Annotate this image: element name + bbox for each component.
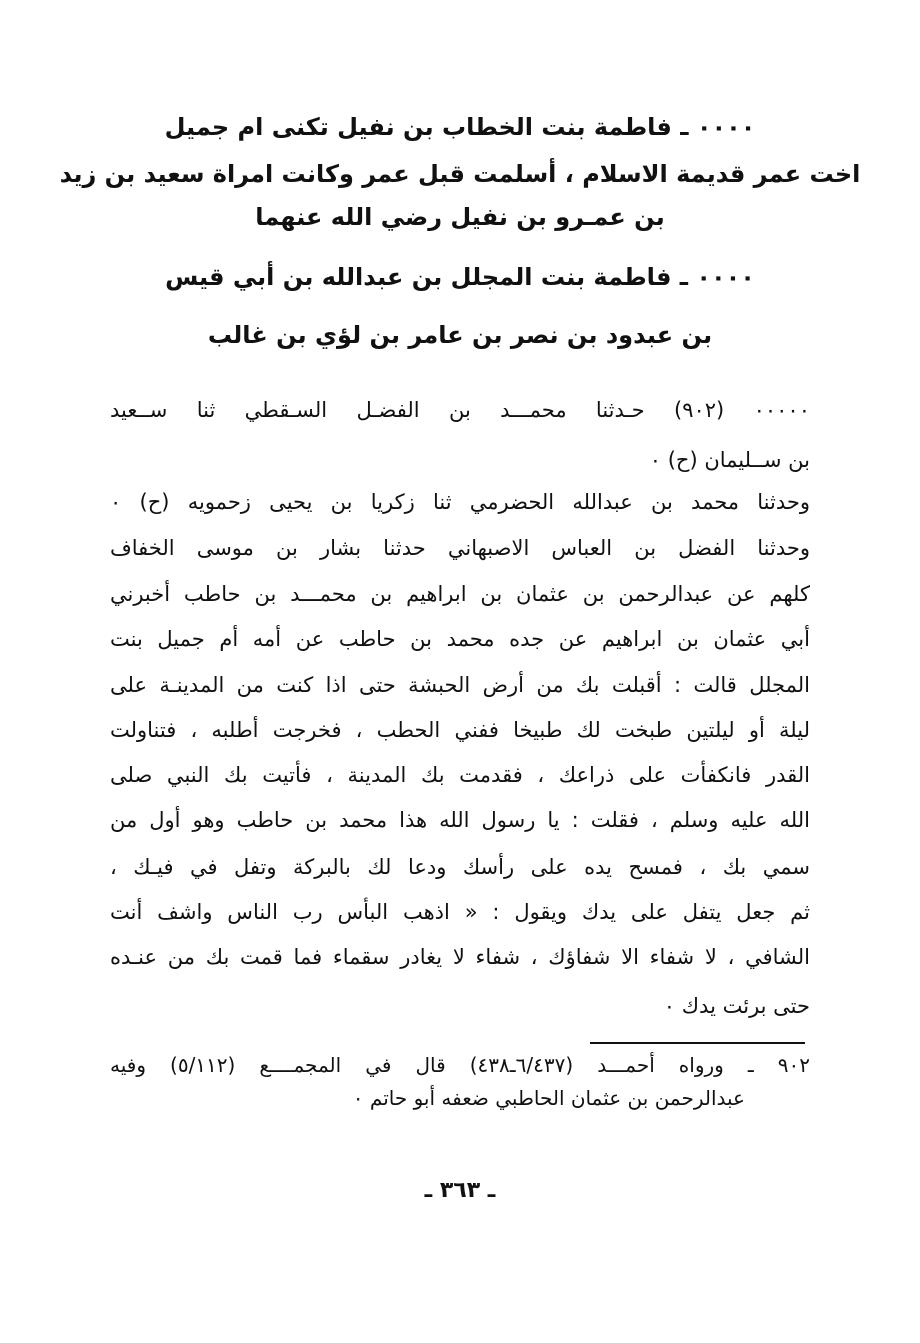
heading-entry-2: ٠٠٠٠ ـ فاطمة بنت المجلل بن عبدالله بن أبي قيس — [165, 263, 755, 291]
heading-entry-1-line-3: بن عمـرو بن نفيل رضي الله عنهما — [255, 203, 665, 231]
body-line: الشافي ، لا شفاء الا شفاؤك ، شفاء لا يغادر سقماء فما قمت بك من عنـده — [110, 945, 810, 969]
page-number: ـ ٣٦٣ ـ — [424, 1178, 496, 1203]
body-line: المجلل قالت : أقبلت بك من أرض الحبشة حتى اذا كنت من المدينـة على — [110, 673, 810, 697]
body-line: بن ســليمان (ح) ٠ — [649, 448, 810, 472]
footnote-line: ٩٠٢ ـ ورواه أحمـــد (٦/٤٣٧ـ٤٣٨) قال في المجمــــع (٥/١١٢) وفيه — [110, 1053, 810, 1077]
body-line: سمي بك ، فمسح يده على رأسك ودعا لك بالبركة وتفل في فيـك ، — [110, 855, 810, 879]
body-line: ٠٠٠٠٠ (٩٠٢) حـدثنا محمـــد بن الفضـل السـقطي ثنا ســعيد — [110, 398, 810, 422]
body-line: الله عليه وسلم ، فقلت : يا رسول الله هذا محمد بن حاطب وهو أول من — [110, 808, 810, 832]
body-line: كلهم عن عبدالرحمن بن عثمان بن ابراهيم بن محمـــد بن حاطب أخبرني — [110, 582, 810, 606]
heading-entry-2-line-2: بن عبدود بن نصر بن عامر بن لؤي بن غالب — [207, 321, 713, 349]
body-line: وحدثنا محمد بن عبدالله الحضرمي ثنا زكريا بن يحيى زحمويه (ح) ٠ — [110, 490, 810, 514]
body-line: وحدثنا الفضل بن العباس الاصبهاني حدثنا بشار بن موسى الخفاف — [110, 536, 810, 560]
body-line: أبي عثمان بن ابراهيم عن جده محمد بن حاطب عن أمه أم جميل بنت — [110, 627, 810, 651]
footnote-divider — [590, 1042, 805, 1044]
heading-entry-1: ٠٠٠٠ ـ فاطمة بنت الخطاب بن نفيل تكنى ام جميل — [164, 113, 756, 141]
body-line: حتى برئت يدك ٠ — [663, 994, 810, 1018]
body-line: ثم جعل يتفل على يدك ويقول : « اذهب البأس رب الناس واشف أنت — [110, 900, 810, 924]
footnote-line: عبدالرحمن بن عثمان الحاطبي ضعفه أبو حاتم ٠ — [352, 1086, 745, 1110]
body-line: ليلة أو ليلتين طبخت لك طبيخا ففني الحطب ، فخرجت أطلبه ، فتناولت — [110, 718, 810, 742]
heading-entry-1-line-2: اخت عمر قديمة الاسلام ، أسلمت قبل عمر وكانت امراة سعيد بن زيد — [59, 160, 861, 188]
body-line: القدر فانكفأت على ذراعك ، فقدمت بك المدينة ، فأتيت بك النبي صلى — [110, 763, 810, 787]
